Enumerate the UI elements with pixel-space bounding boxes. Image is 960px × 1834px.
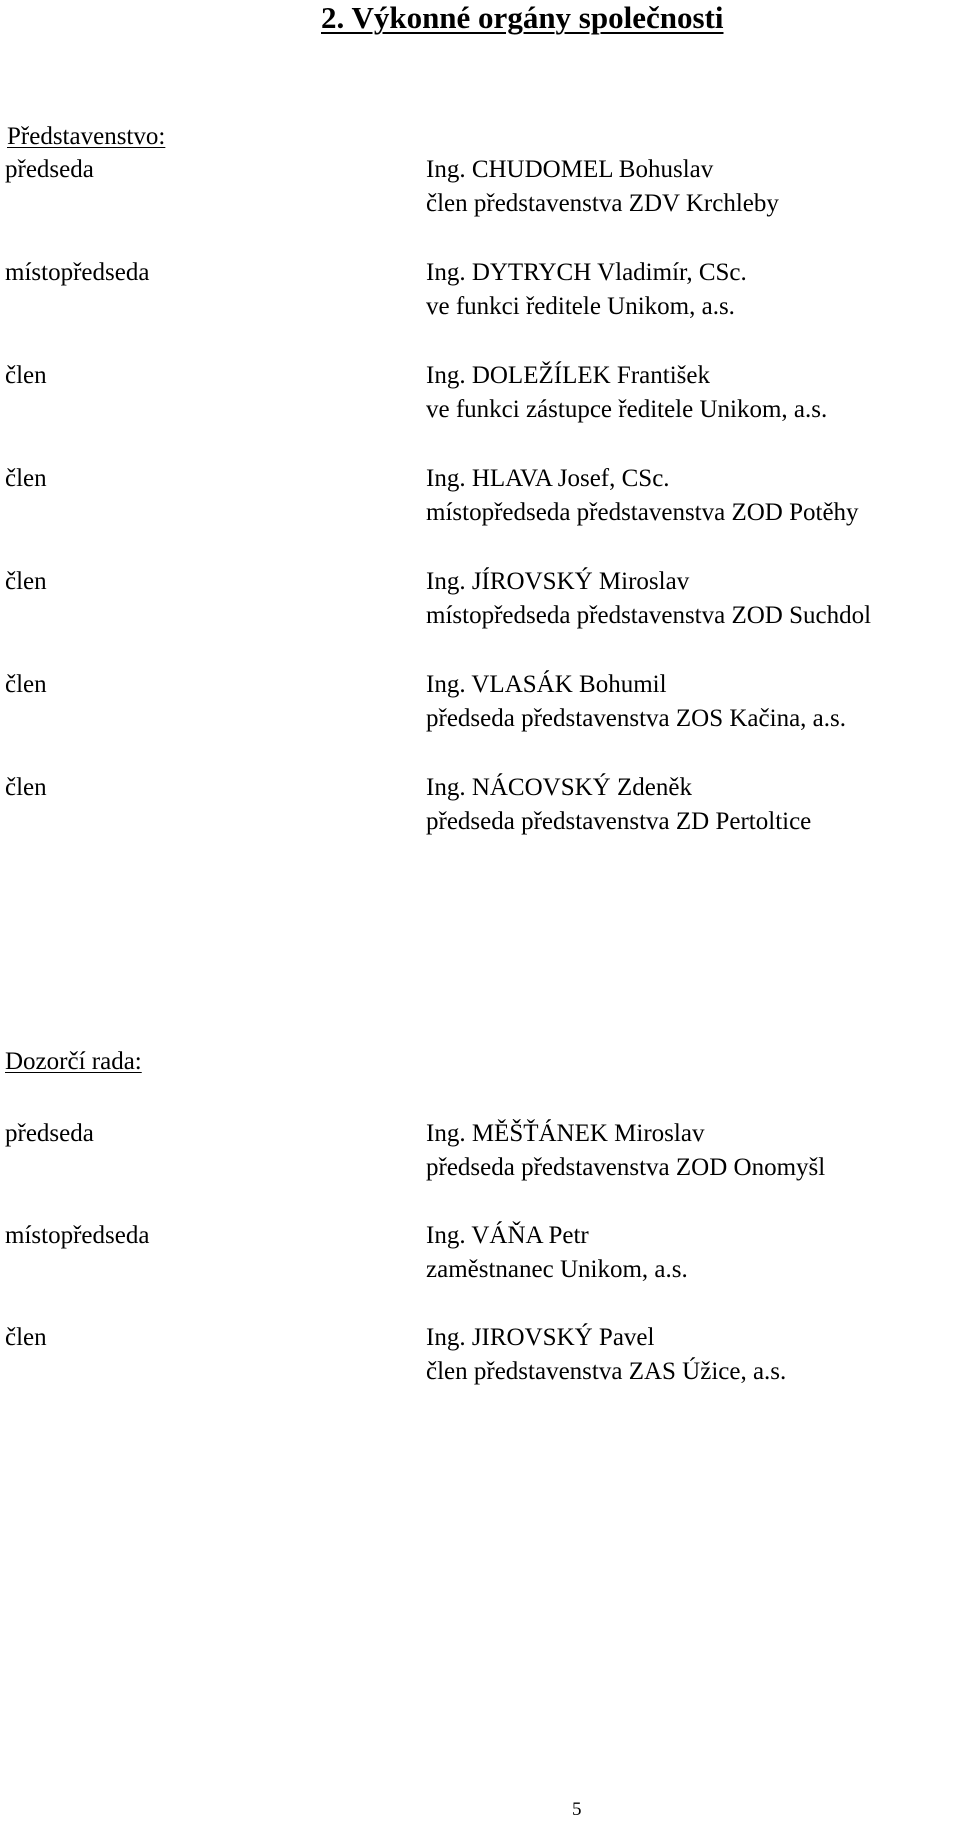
member-role: člen — [5, 568, 47, 595]
member-role: předseda — [5, 1120, 94, 1147]
member-info — [426, 153, 779, 221]
member-info — [426, 771, 811, 839]
member-role: člen — [5, 362, 47, 389]
member-info — [426, 668, 846, 736]
member-role: člen — [5, 1324, 47, 1351]
member-info — [426, 1117, 825, 1185]
member-position: předseda představenstva ZOS Kačina, a.s. — [426, 705, 846, 732]
member-position: ve funkci zástupce ředitele Unikom, a.s. — [426, 396, 828, 423]
member-info — [426, 256, 747, 324]
member-role: místopředseda — [5, 259, 150, 286]
member-position: zaměstnanec Unikom, a.s. — [426, 1256, 688, 1283]
member-name: Ing. DOLEŽÍLEK František — [426, 362, 710, 389]
member-name: Ing. VLASÁK Bohumil — [426, 671, 667, 698]
member-info — [426, 462, 859, 530]
member-position: místopředseda představenstva ZOD Suchdol — [426, 602, 872, 629]
page-title: 2. Výkonné orgány společnosti — [321, 0, 724, 35]
member-info — [426, 1321, 786, 1389]
member-position: předseda představenstva ZOD Onomyšl — [426, 1154, 826, 1181]
member-role: předseda — [5, 156, 94, 183]
member-name: Ing. MĚŠŤÁNEK Miroslav — [426, 1120, 705, 1147]
member-position: ve funkci ředitele Unikom, a.s. — [426, 293, 735, 320]
member-name: Ing. JIROVSKÝ Pavel — [426, 1324, 655, 1351]
member-role: člen — [5, 465, 47, 492]
member-name: Ing. NÁCOVSKÝ Zdeněk — [426, 774, 692, 801]
member-position: předseda představenstva ZD Pertoltice — [426, 808, 812, 835]
member-position: člen představenstva ZAS Úžice, a.s. — [426, 1358, 787, 1385]
member-role: člen — [5, 774, 47, 801]
member-position: místopředseda představenstva ZOD Potěhy — [426, 499, 859, 526]
member-name: Ing. JÍROVSKÝ Miroslav — [426, 568, 690, 595]
member-info — [426, 359, 827, 427]
member-position: člen představenstva ZDV Krchleby — [426, 190, 779, 217]
member-name: Ing. HLAVA Josef, CSc. — [426, 465, 670, 492]
member-role: člen — [5, 671, 47, 698]
member-info — [426, 565, 871, 633]
page-number: 5 — [572, 1799, 582, 1820]
member-role: místopředseda — [5, 1222, 150, 1249]
member-info — [426, 1219, 688, 1287]
member-name: Ing. VÁŇA Petr — [426, 1222, 589, 1249]
board-heading: Představenstvo: — [7, 123, 166, 150]
supervisory-heading: Dozorčí rada: — [5, 1048, 142, 1075]
member-name: Ing. DYTRYCH Vladimír, CSc. — [426, 259, 747, 286]
member-name: Ing. CHUDOMEL Bohuslav — [426, 156, 714, 183]
